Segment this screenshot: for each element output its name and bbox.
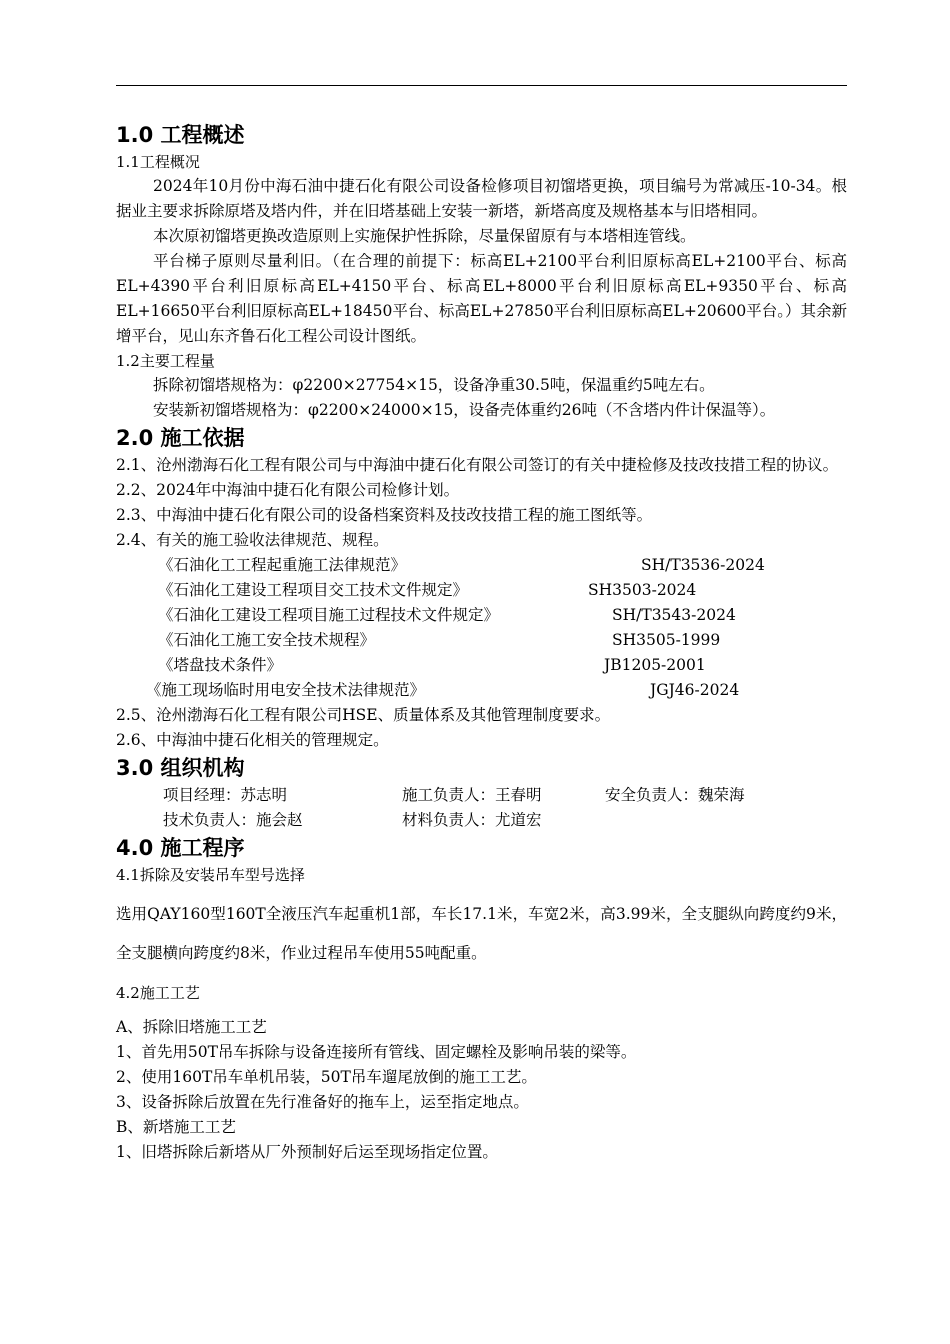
standard-code: JGJ46-2024: [650, 681, 740, 699]
project-manager: 项目经理：苏志明: [163, 786, 288, 804]
standard-name: 《塔盘技术条件》: [158, 656, 283, 674]
basis-item-5: 2.5、沧州渤海石化工程有限公司HSE、质量体系及其他管理制度要求。: [116, 706, 611, 724]
standard-name: 《石油化工工程起重施工法律规范》: [158, 556, 407, 574]
basis-item-6: 2.6、中海油中捷石化相关的管理规定。: [116, 731, 389, 749]
paragraph-crane: 选用QAY160型160T全液压汽车起重机1部，车长17.1米，车宽2米，高3.99米，全支腿纵向跨度约9米，全支腿横向跨度约8米，作业过程吊车使用55吨配重。: [116, 905, 847, 962]
org-row-1: [116, 783, 847, 808]
standard-row: [116, 603, 847, 628]
header-rule: [116, 85, 847, 86]
section-2-title: 2.0 施工依据: [116, 426, 245, 450]
technical-lead: 技术负责人：施会赵: [163, 811, 303, 829]
section-4-title: 4.0 施工程序: [116, 836, 245, 860]
subsection-4-1: 4.1拆除及安装吊车型号选择: [116, 866, 305, 884]
paragraph-install-spec: 安装新初馏塔规格为：φ2200×24000×15，设备壳体重约26吨（不含塔内件计保温等）。: [153, 401, 776, 419]
section-1-title: 1.0 工程概述: [116, 123, 245, 147]
materials-lead: 材料负责人：尤道宏: [402, 811, 542, 829]
process-a-step-3: 3、设备拆除后放置在先行准备好的拖车上，运至指定地点。: [116, 1093, 529, 1111]
standard-code: JB1205-2001: [604, 656, 706, 674]
basis-item-1: 2.1、沧州渤海石化工程有限公司与中海油中捷石化有限公司签订的有关中捷检修及技改技措工程的协议。: [116, 456, 839, 474]
standard-row: [116, 578, 847, 603]
standard-name: 《施工现场临时用电安全技术法律规范》: [146, 681, 426, 699]
standard-code: SH/T3536-2024: [641, 556, 765, 574]
paragraph-remove-spec: 拆除初馏塔规格为：φ2200×27754×15，设备净重30.5吨，保温重约5吨左右。: [153, 376, 715, 394]
paragraph-principle: 本次原初馏塔更换改造原则上实施保护性拆除，尽量保留原有与本塔相连管线。: [153, 227, 696, 245]
process-b-title: B、新塔施工工艺: [116, 1118, 236, 1136]
basis-item-2: 2.2、2024年中海油中捷石化有限公司检修计划。: [116, 481, 460, 499]
standard-name: 《石油化工建设工程项目施工过程技术文件规定》: [158, 606, 500, 624]
standard-code: SH/T3543-2024: [612, 606, 736, 624]
construction-lead: 施工负责人：王春明: [402, 786, 542, 804]
standard-code: SH3503-2024: [588, 581, 697, 599]
standard-name: 《石油化工建设工程项目交工技术文件规定》: [158, 581, 469, 599]
standard-row: [116, 553, 847, 578]
process-a-step-1: 1、首先用50T吊车拆除与设备连接所有管线、固定螺栓及影响吊装的梁等。: [116, 1043, 637, 1061]
safety-lead: 安全负责人：魏荣海: [605, 786, 745, 804]
process-a-step-2: 2、使用160T吊车单机吊装，50T吊车遛尾放倒的施工工艺。: [116, 1068, 537, 1086]
subsection-1-1: 1.1工程概况: [116, 153, 200, 171]
paragraph-platforms: 平台梯子原则尽量利旧。（在合理的前提下：标高EL+2100平台利旧原标高EL+2100平台、标高EL+4390平台利旧原标高EL+4150平台、标高EL+8000平台利旧原标高EL+9350平台、标高EL+16650平台利旧原标高EL+18450平台、标高EL+27850平台利旧原标高EL+20600平台。）其余新增平台，见山东齐鲁石化工程公司设计图纸。: [116, 252, 847, 345]
basis-item-4: 2.4、有关的施工验收法律规范、规程。: [116, 531, 389, 549]
subsection-4-2: 4.2施工工艺: [116, 984, 200, 1002]
subsection-1-2: 1.2主要工程量: [116, 352, 215, 370]
standard-name: 《石油化工施工安全技术规程》: [158, 631, 376, 649]
process-b-step-1: 1、旧塔拆除后新塔从厂外预制好后运至现场指定位置。: [116, 1143, 498, 1161]
document-body: [116, 120, 847, 1165]
process-a-title: A、拆除旧塔施工工艺: [116, 1018, 267, 1036]
standard-row: [116, 678, 847, 703]
paragraph-overview: 2024年10月份中海石油中捷石化有限公司设备检修项目初馏塔更换，项目编号为常减压-10-34。根据业主要求拆除原塔及塔内件，并在旧塔基础上安装一新塔，新塔高度及规格基本与旧塔相同。: [116, 177, 847, 220]
org-row-2: [116, 808, 847, 833]
standard-row: [116, 628, 847, 653]
section-3-title: 3.0 组织机构: [116, 756, 245, 780]
basis-item-3: 2.3、中海油中捷石化有限公司的设备档案资料及技改技措工程的施工图纸等。: [116, 506, 653, 524]
standard-code: SH3505-1999: [612, 631, 721, 649]
standard-row: [116, 653, 847, 678]
